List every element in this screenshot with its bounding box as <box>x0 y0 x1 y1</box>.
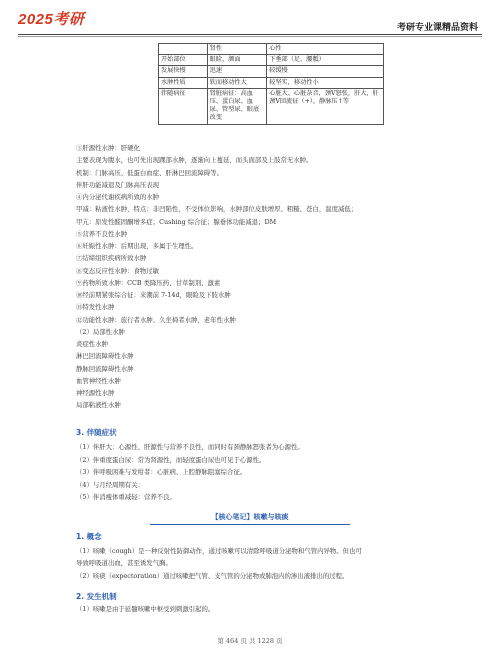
text-line: ⑪特发性水肿 <box>76 303 115 312</box>
text-line: 机制：门脉高压、低蛋白血症、肝淋巴回流障碍等。 <box>76 168 223 177</box>
text-line: 淋巴回流障碍性水肿 <box>76 352 134 361</box>
table-cell: 开始部位 <box>159 55 208 66</box>
text-line: 甲减：粘液性水肿，特点：非凹陷性，不受体位影响，水肿部位皮肤增厚、粗糙、苍白，温度减低； <box>76 205 358 214</box>
page-header <box>0 0 500 40</box>
section-heading-symptoms: 3. 伴随症状 <box>76 428 117 437</box>
text-line: 主要表现为腹水，也可先出现踝部水肿，逐渐向上蔓延，而头面部及上肢常无水肿。 <box>76 156 313 165</box>
header-title: 考研专业课精品资料 <box>396 23 478 33</box>
concept-list <box>76 545 448 582</box>
table-cell: 心性 <box>267 44 384 55</box>
text-line: 甲亢：原发性醛固酮增多症；Cushing 综合征；腺垂体功能减退；DM <box>76 217 277 226</box>
mechanism-list <box>76 603 436 615</box>
table-cell: 水肿性质 <box>159 77 208 88</box>
table-cell: 肾脏病征：高血压、蛋白尿、血尿、管型尿、眼底改变 <box>207 88 267 124</box>
list-item: 导致呼吸道出血，甚至诱发气胸。 <box>76 559 172 568</box>
text-line: 静脉回流障碍性水肿 <box>76 364 134 373</box>
table-cell: 发展快慢 <box>159 66 208 77</box>
section-heading-concept: 1. 概念 <box>76 532 102 541</box>
header-divider-thin <box>18 36 482 37</box>
table-cell: 较缓慢 <box>267 66 384 77</box>
table-cell: 眼睑、颜面 <box>207 55 267 66</box>
text-line: ⑫功能性水肿：旅行者水肿、久坐椅者水肿、老年性水肿 <box>76 315 236 324</box>
table-cell: 迅速 <box>207 66 267 77</box>
list-item: （3）伴呼吸困难与发绀者：心脏病、上腔静脉阻塞综合征。 <box>76 468 247 477</box>
text-line: ⑨药物所致水肿：CCB 类降压药、甘草制剂、激素 <box>76 278 221 287</box>
text-line: ⑤营养不良性水肿 <box>76 229 128 238</box>
core-note-title: 【核心笔记】咳嗽与咳痰 <box>211 513 289 521</box>
logo-year: 2025 <box>18 11 54 28</box>
list-item: （1）伴肝大：心源性、肝源性与营养不良性，而同时有颈静脉怒张者为心源性。 <box>76 443 304 451</box>
text-line: 神经源性水肿 <box>76 389 115 397</box>
text-line: ⑧变态反应性水肿：食物过敏 <box>76 266 160 275</box>
edema-comparison-table <box>158 43 384 125</box>
table-cell: 伴随病征 <box>159 88 208 124</box>
table-cell: 心脏大、心脏杂音，颈V怒张，肝大，肝颈V回流征（+），静脉压↑等 <box>267 88 384 124</box>
logo-text: 考研 <box>53 11 85 28</box>
brand-logo <box>18 8 84 29</box>
list-item: （5）伴消瘦体重减轻：营养不良。 <box>76 493 176 502</box>
table-cell: 肾性 <box>207 44 267 55</box>
table-cell <box>159 44 208 55</box>
text-line: ④内分泌代谢疾病所致的水肿 <box>76 193 160 201</box>
text-line: （2）局部性水肿 <box>76 327 125 336</box>
list-item: （2）伴重度蛋白尿：常为肾源性，而轻度蛋白尿也可见于心源性。 <box>76 455 266 464</box>
text-line: ③肝源性水肿：肝硬化 <box>76 144 140 152</box>
table-row <box>159 44 384 55</box>
text-line: ⑩经前期紧张综合征：来潮前 7-14d，眼睑及下肢水肿 <box>76 291 231 299</box>
edema-causes-list <box>76 142 436 412</box>
text-line: ⑥妊娠性水肿：后期出现，多属于生理性。 <box>76 242 198 250</box>
table-cell: 软而移动性大 <box>207 77 267 88</box>
table-row <box>159 66 384 77</box>
text-line: ⑦结缔组织疾病所致水肿 <box>76 254 147 263</box>
table-row <box>159 77 384 88</box>
page-number: 第 464 页 共 1228 页 <box>217 637 283 645</box>
header-divider <box>18 34 482 35</box>
symptoms-list <box>76 441 436 504</box>
table-row <box>159 55 384 66</box>
list-item: （2）咳痰（expectoration）通过咳嗽把气管、支气管的分泌物或肺泡内的渗出液排出的过程。 <box>76 571 349 580</box>
section-heading-mechanism: 2. 发生机制 <box>76 592 117 601</box>
list-item: （4）与月经周期有关： <box>76 480 144 489</box>
text-line: 伴肝功能减退及门脉高压表现 <box>76 180 160 189</box>
core-note-underline <box>150 524 350 525</box>
list-item: （1）咳嗽是由于延髓咳嗽中枢受到刺激引起的。 <box>76 605 215 613</box>
table-row <box>159 88 384 124</box>
table-cell: 下垂部（足、腰骶） <box>267 55 384 66</box>
text-line: 血管神经性水肿 <box>76 376 121 385</box>
text-line: 炎症性水肿 <box>76 340 108 348</box>
table-cell: 较坚实，移动性小 <box>267 77 384 88</box>
text-line: 局部粘液性水肿 <box>76 401 121 410</box>
list-item: （1）咳嗽（cough）是一种反射性防御动作，通过咳嗽可以清除呼吸道分泌物和气管内异物。但也可 <box>76 547 362 555</box>
